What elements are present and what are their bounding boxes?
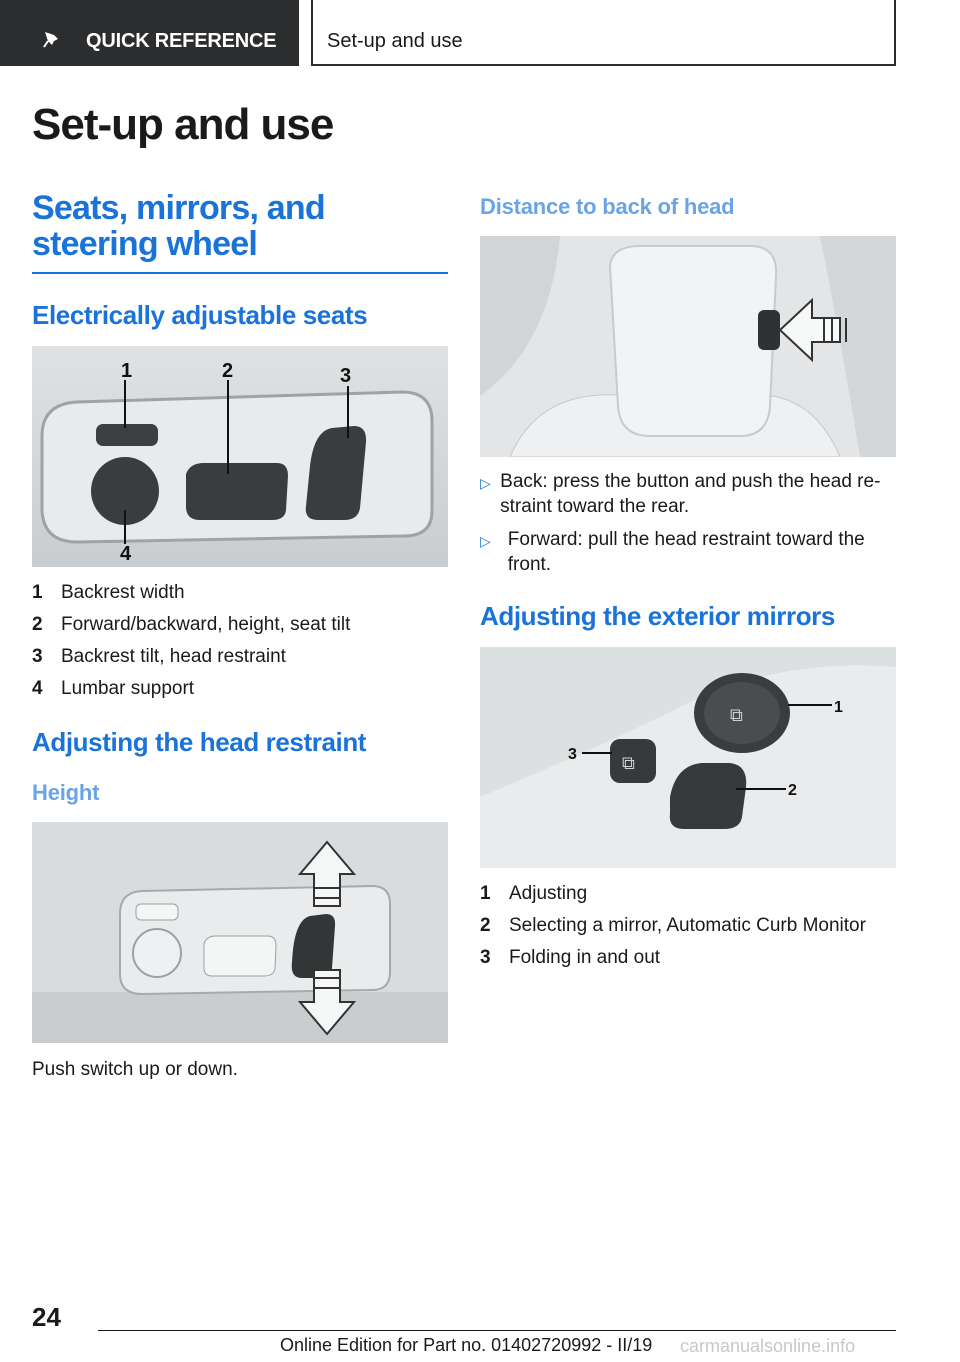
legend-item: 3 Folding in and out	[480, 947, 661, 968]
bullet-item: ▷ Back: press the button and push the head re-straint toward the rear.	[480, 471, 881, 517]
triangle-bullet-icon: ▷	[480, 533, 491, 549]
right-column	[480, 190, 896, 974]
quick-reference-tab[interactable]	[0, 0, 299, 66]
legend-item: 2 Forward/backward, height, seat tilt	[32, 614, 351, 635]
watermark: carmanualsonline.info	[680, 1336, 856, 1356]
svg-text:⧉: ⧉	[730, 705, 743, 726]
seat-controls-figure	[32, 346, 448, 567]
callout-2: 2	[788, 782, 797, 799]
callout-1: 1	[121, 360, 133, 382]
footer-divider	[98, 1330, 896, 1331]
mirrors-heading: Adjusting the exterior mirrors	[480, 601, 835, 631]
height-adjust-illustration	[32, 822, 448, 1043]
height-adjust-figure	[32, 822, 448, 1043]
callout-4: 4	[120, 543, 132, 565]
head-restraint-illustration	[480, 236, 896, 457]
callout-3: 3	[340, 365, 352, 387]
distance-bullets	[480, 469, 896, 577]
tab-label: QUICK REFERENCE	[86, 30, 277, 52]
pushpin-icon	[42, 29, 62, 49]
legend-item: 1 Adjusting	[480, 883, 588, 904]
svg-text:⧉: ⧉	[622, 753, 635, 774]
bullet-item: ▷ Forward: pull the head restraint toward the front.	[480, 529, 865, 575]
distance-heading: Distance to back of head	[480, 194, 735, 219]
left-column	[32, 190, 448, 1081]
section-header-label: Set-up and use	[327, 30, 463, 52]
page-number: 24	[32, 1302, 61, 1332]
section-title: Seats, mirrors, and steering wheel	[32, 189, 325, 263]
head-restraint-figure	[480, 236, 896, 457]
head-restraint-heading: Adjusting the head restraint	[32, 727, 367, 757]
legend-item: 2 Selecting a mirror, Automatic Curb Monitor	[480, 915, 866, 936]
callout-3: 3	[568, 746, 577, 763]
edition-info: Online Edition for Part no. 01402720992 - II/19	[280, 1335, 653, 1355]
height-heading: Height	[32, 780, 100, 805]
mirror-controls-figure	[480, 647, 896, 868]
height-instruction: Push switch up or down.	[32, 1059, 238, 1080]
legend-item: 4 Lumbar support	[32, 678, 195, 699]
callout-1: 1	[834, 699, 843, 716]
seats-legend	[32, 577, 448, 705]
mirrors-legend	[480, 878, 896, 974]
mirror-controls-illustration	[480, 647, 896, 868]
seats-heading: Electrically adjustable seats	[32, 300, 368, 330]
legend-item: 1 Backrest width	[32, 582, 185, 603]
triangle-bullet-icon: ▷	[480, 475, 491, 491]
seat-controls-illustration	[32, 346, 448, 567]
section-header	[311, 0, 896, 66]
callout-2: 2	[222, 360, 234, 382]
section-divider	[32, 272, 448, 274]
legend-item: 3 Backrest tilt, head restraint	[32, 646, 286, 667]
page-title: Set-up and use	[32, 100, 334, 149]
